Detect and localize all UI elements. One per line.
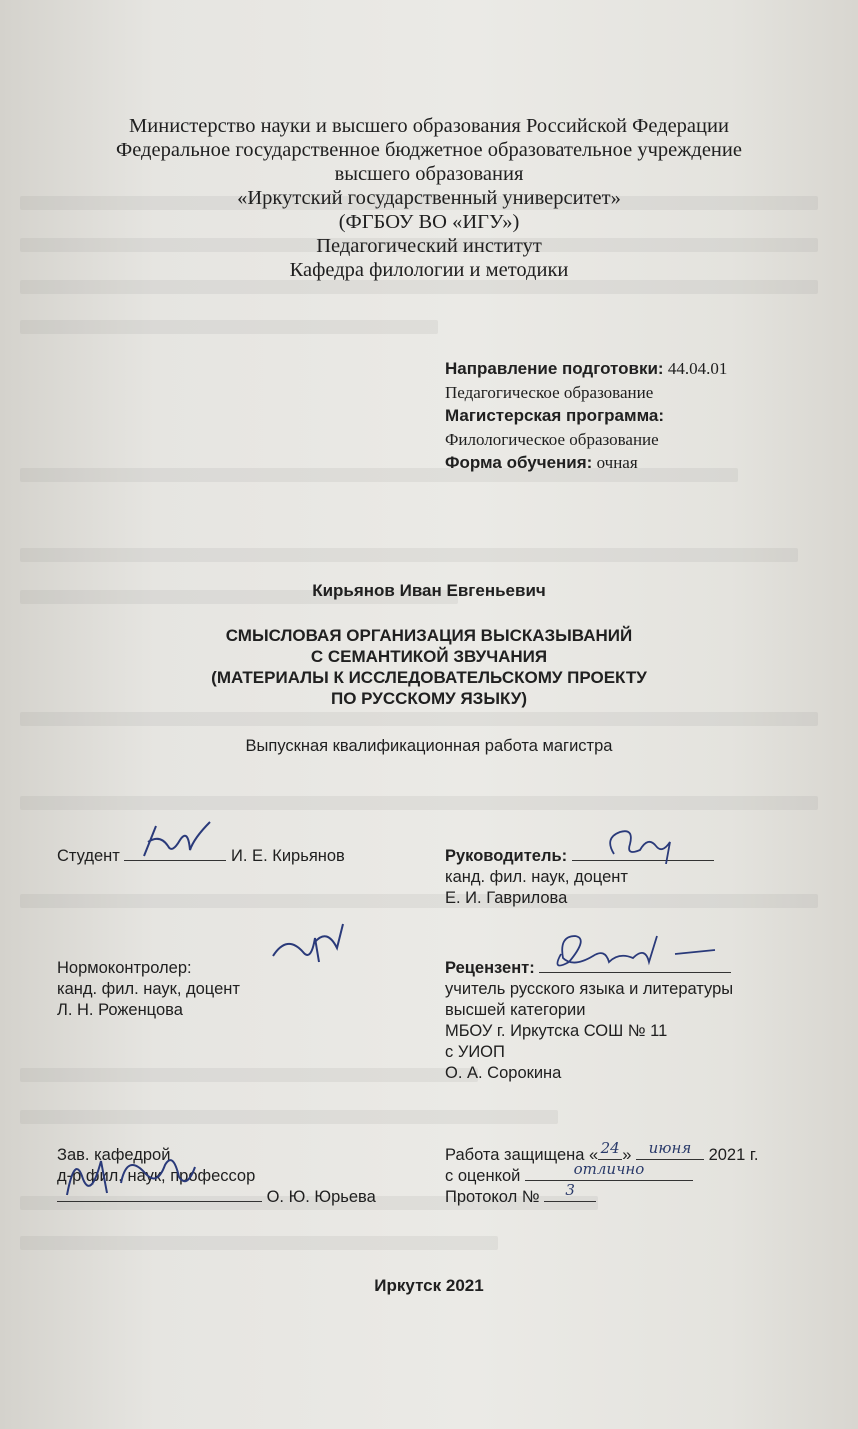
form-value: очная bbox=[596, 453, 638, 472]
signature-line bbox=[572, 846, 714, 861]
reviewer-block bbox=[445, 958, 733, 1084]
grade-label: с оценкой bbox=[445, 1167, 521, 1185]
grade-value: отлично bbox=[573, 1160, 645, 1178]
student-name: И. Е. Кирьянов bbox=[231, 847, 345, 865]
show-through bbox=[20, 548, 798, 562]
direction-label: Направление подготовки: bbox=[445, 359, 664, 378]
program-name: Филологическое образование bbox=[445, 429, 659, 449]
signature-line bbox=[539, 958, 731, 973]
header-line-ministry: Министерство науки и высшего образования Российской Федерации bbox=[129, 115, 729, 137]
header-line-institution: Федеральное государственное бюджетное образовательное учреждение bbox=[116, 139, 742, 161]
signature-line bbox=[124, 846, 226, 861]
reviewer-line: учитель русского языка и литературы bbox=[445, 980, 734, 998]
normcontroller-name: Л. Н. Роженцова bbox=[57, 1001, 183, 1019]
header-line-institute: Педагогический институт bbox=[316, 235, 542, 257]
protocol-field bbox=[544, 1181, 596, 1202]
student-block bbox=[57, 846, 345, 867]
show-through bbox=[20, 320, 438, 334]
show-through bbox=[20, 1068, 478, 1082]
head-of-dept-block bbox=[57, 1145, 376, 1208]
institution-header bbox=[0, 114, 858, 282]
signature-mark bbox=[267, 922, 357, 972]
supervisor-name: Е. И. Гаврилова bbox=[445, 889, 568, 907]
defense-year: 2021 г. bbox=[708, 1146, 759, 1164]
program-meta bbox=[445, 357, 727, 475]
show-through bbox=[20, 1110, 558, 1124]
head-label: Зав. кафедрой bbox=[57, 1146, 171, 1164]
signature-line bbox=[57, 1187, 262, 1202]
protocol-number: 3 bbox=[565, 1181, 575, 1199]
header-line-level: высшего образования bbox=[334, 163, 524, 185]
supervisor-degree: канд. фил. наук, доцент bbox=[445, 868, 628, 886]
title-line: С СЕМАНТИКОЙ ЗВУЧАНИЯ bbox=[310, 647, 548, 666]
author-name: Кирьянов Иван Евгеньевич bbox=[312, 581, 546, 600]
show-through bbox=[20, 280, 818, 294]
reviewer-line: МБОУ г. Иркутска СОШ № 11 bbox=[445, 1022, 668, 1040]
program-label: Магистерская программа: bbox=[445, 406, 665, 425]
signature-mark bbox=[600, 824, 690, 864]
protocol-label: Протокол № bbox=[445, 1188, 540, 1206]
show-through bbox=[20, 712, 818, 726]
title-line: (МАТЕРИАЛЫ К ИССЛЕДОВАТЕЛЬСКОМУ ПРОЕКТУ bbox=[211, 668, 647, 687]
thesis-title bbox=[0, 625, 858, 709]
student-label: Студент bbox=[57, 847, 120, 865]
form-label: Форма обучения: bbox=[445, 453, 593, 472]
reviewer-line: с УИОП bbox=[445, 1043, 505, 1061]
signature-mark bbox=[549, 932, 729, 976]
direction-name: Педагогическое образование bbox=[445, 382, 654, 402]
grade-field bbox=[525, 1160, 693, 1181]
defense-month-field bbox=[636, 1139, 704, 1160]
show-through bbox=[20, 796, 818, 810]
head-degree: д-р фил. наук, профессор bbox=[57, 1167, 256, 1185]
header-line-department: Кафедра филологии и методики bbox=[289, 259, 569, 281]
normcontroller-label: Нормоконтролер: bbox=[57, 959, 192, 977]
defense-day: 24 bbox=[600, 1139, 620, 1157]
header-line-university: «Иркутский государственный университет» bbox=[237, 187, 621, 209]
signature-mark bbox=[138, 820, 218, 864]
signature-mark bbox=[61, 1143, 221, 1205]
defense-month: июня bbox=[648, 1139, 692, 1157]
defense-day-field bbox=[598, 1139, 622, 1160]
defense-block bbox=[445, 1139, 759, 1208]
supervisor-block bbox=[445, 846, 714, 909]
reviewer-label: Рецензент: bbox=[445, 959, 535, 977]
normcontroller-degree: канд. фил. наук, доцент bbox=[57, 980, 240, 998]
normcontroller-block bbox=[57, 958, 240, 1021]
show-through bbox=[20, 1236, 498, 1250]
defense-mid: » bbox=[622, 1146, 632, 1164]
city-year: Иркутск 2021 bbox=[374, 1276, 484, 1295]
head-name: О. Ю. Юрьева bbox=[266, 1188, 376, 1206]
title-line: ПО РУССКОМУ ЯЗЫКУ) bbox=[330, 689, 527, 708]
reviewer-line: высшей категории bbox=[445, 1001, 586, 1019]
defense-prefix: Работа защищена « bbox=[445, 1146, 599, 1164]
direction-code: 44.04.01 bbox=[667, 359, 728, 378]
header-line-abbrev: (ФГБОУ ВО «ИГУ») bbox=[338, 211, 520, 233]
title-line: СМЫСЛОВАЯ ОРГАНИЗАЦИЯ ВЫСКАЗЫВАНИЙ bbox=[225, 626, 633, 645]
supervisor-label: Руководитель: bbox=[445, 847, 568, 865]
work-type: Выпускная квалификационная работа магистра bbox=[245, 737, 613, 755]
reviewer-line: О. А. Сорокина bbox=[445, 1064, 562, 1082]
